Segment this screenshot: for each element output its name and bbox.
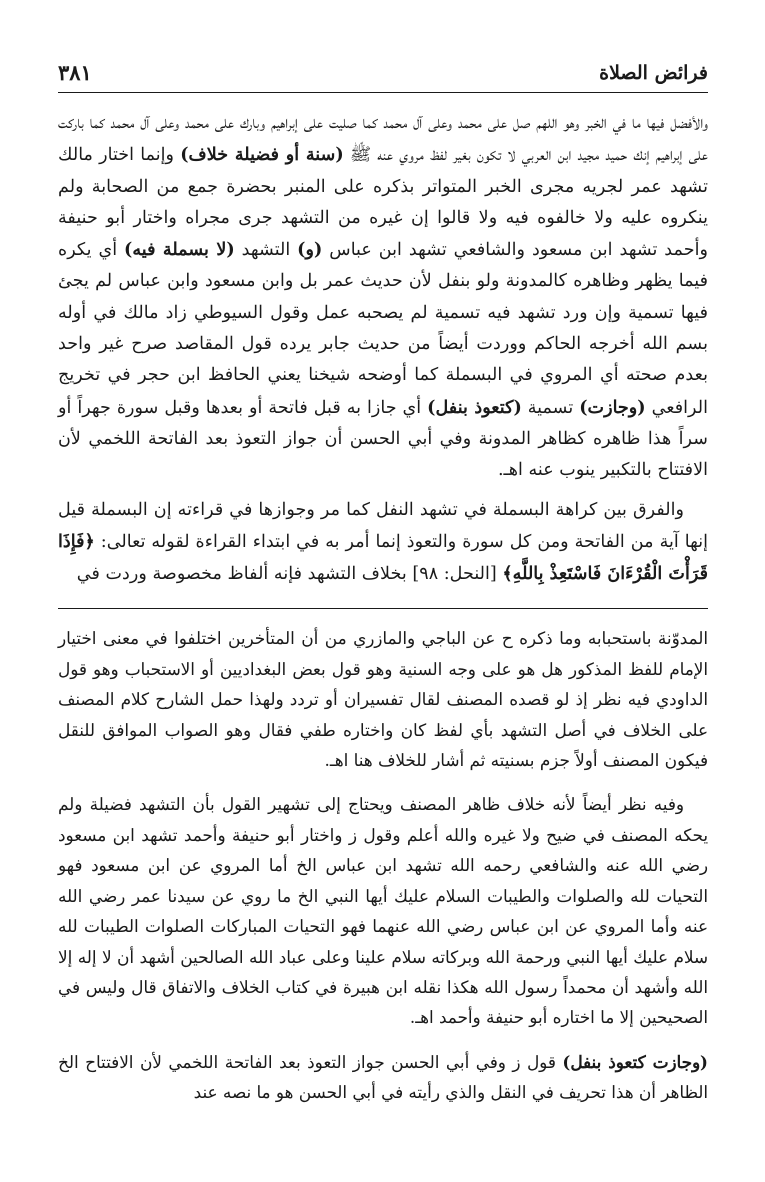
header-rule <box>58 92 708 93</box>
commentary-notes <box>58 623 708 1107</box>
main-paragraph-1: والأفضل فيها ما في الخبر وهو اللهم صل على محمد وعلى آل محمد كما صليت على إبراهيم وبارك على محمد وعلى آل محمد كما باركت على إبراهيم إنك حميد مجيد ابن العربي لا تكون بغير لفظ مروي عنه ﷺ (سنة أو فضيلة خلاف) وإنما اختار مالك تشهد عمر لجريه مجرى الخبر المتواتر بذكره على المنبر بحضرة جمع من الصحابة ولم ينكروه عليه ولا خالفوه فيه ولا قالوا إن غيره من التشهد جرى مجراه واختار أبو حنيفة وأحمد تشهد ابن مسعود والشافعي تشهد ابن عباس (و) التشهد (لا بسملة فيه) أي يكره فيما يظهر وظاهره كالمدونة ولو بنفل لأن حديث عمر بل وابن مسعود وابن عباس لم يجئ فيها تسمية وإن ورد تشهد فيه تسمية لم يصحبه عمل وقول السيوطي زاد مالك في أوله بسم الله أخرجه الحاكم ووردت أيضاً من حديث جابر يرده قول المقاصد صرح غير واحد بعدم صحته أي المروي في البسملة كما أوضحه شيخنا يعني الحافظ ابن حجر في تخريج الرافعي (وجازت) تسمية (كتعوذ بنفل) أي جازا به قبل فاتحة أو بعدها وقبل سورة جهراً أو سراً هذا ظاهره كظاهر المدونة وفي أبي الحسن أن جواز التعوذ بعد الفاتحة اللخمي لأن الافتتاح بالتكبير ينوب عنه اهـ. <box>58 113 708 481</box>
main-text <box>58 108 708 590</box>
page-header <box>58 58 708 94</box>
running-title: فرائض الصلاة <box>599 62 708 84</box>
book-page <box>58 58 708 1122</box>
page-number: ٣٨١ <box>58 60 92 85</box>
note-paragraph-2: وفيه نظر أيضاً لأنه خلاف ظاهر المصنف ويحتاج إلى تشهير القول بأن التشهد فضيلة ولم يحكه المصنف في ضيح ولا غيره والله أعلم وقول ز واختار أبو حنيفة وأحمد تشهد ابن مسعود رضي الله عنه والشافعي رحمه الله تشهد ابن عباس الخ أما المروي عن ابن مسعود فهو التحيات لله والصلوات والطيبات السلام عليك أيها النبي الخ ما روي عن سيدنا عمر رضي الله عنه وأما المروي عن ابن عباس رضي الله عنهما فهو التحيات المباركات الصلوات الطيبات لله سلام عليك أيها النبي ورحمة الله وبركاته سلام علينا وعلى عباد الله الصالحين أشهد أن لا إله إلا الله وأشهد أن محمداً رسول الله هكذا نقله ابن هبيرة في كتاب الخلاف والاتفاق قال وليس في الصحيحين إلا ما اختاره أبو حنيفة وأحمد اهـ. <box>58 794 708 1028</box>
main-paragraph-2: والفرق بين كراهة البسملة في تشهد النفل كما مر وجوازها في قراءته إن البسملة قيل إنها آية من الفاتحة ومن كل سورة والتعوذ إنما أمر به في ابتداء القراءة لقوله تعالى: ﴿فَإِذَا قَرَأْتَ الْقُرْءَانَ فَاسْتَعِذْ بِاللَّهِ﴾ [النحل: ٩٨] بخلاف التشهد فإنه ألفاظ مخصوصة وردت في <box>58 499 708 585</box>
note-paragraph-3: (وجازت كتعوذ بنفل) قول ز وفي أبي الحسن جواز التعوذ بعد الفاتحة اللخمي لأن الافتتاح الخ الظاهر أن هذا تحريف في النقل والذي رأيته في أبي الحسن هو ما نصه عند <box>58 1051 708 1103</box>
note-paragraph-1: المدوّنة باستحبابه وما ذكره ح عن الباجي والمازري من أن المتأخرين اختلفوا في معنى اختيار الإمام للفظ المذكور هل هو على وجه السنية وهو قول بعض البغداديين أو الاستحباب وهو قول الداودي فيه نظر إذ لو قصده المصنف لقال تفسيران أو تردد ولهذا حمل الشارح كلام المصنف على الخلاف في أصل التشهد بأي لفظ كان واختاره طفي فقال وهو الصواب الموافق للنقل فيكون المصنف أولاً جزم بسنيته ثم أشار للخلاف هنا اهـ. <box>58 628 708 771</box>
footnote-separator <box>58 608 708 609</box>
